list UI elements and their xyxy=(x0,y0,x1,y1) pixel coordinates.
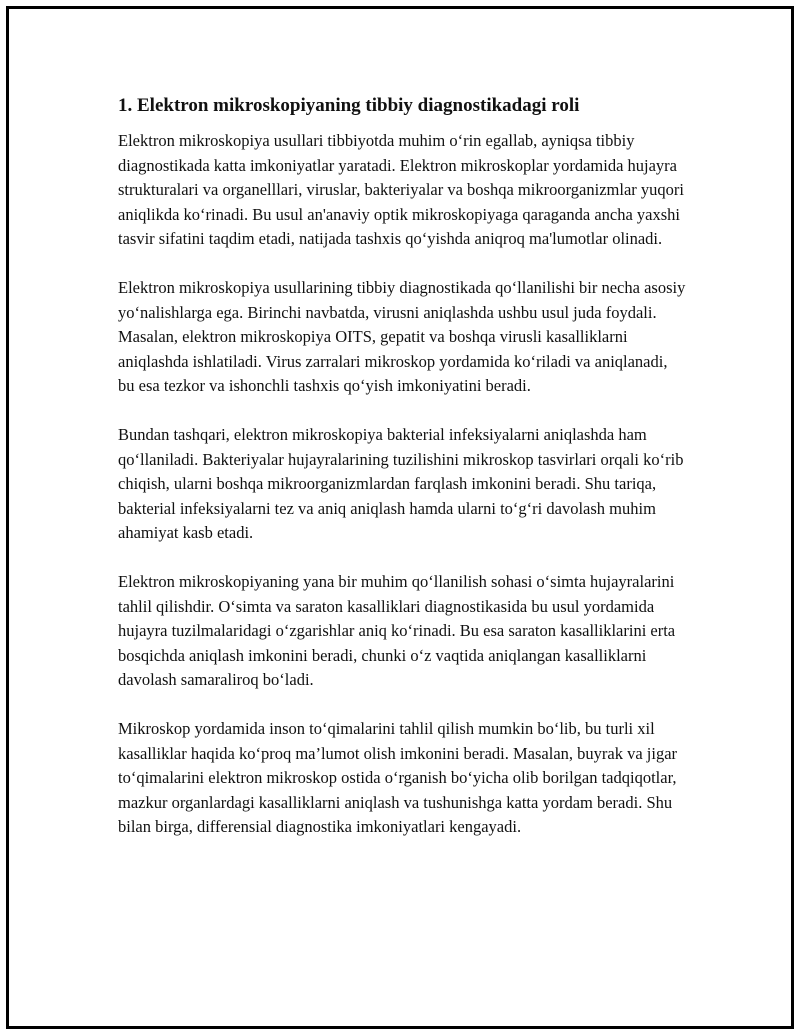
paragraph-1: Elektron mikroskopiya usullari tibbiyotda muhim o‘rin egallab, ayniqsa tibbiy diagnostikada katta imkoniyatlar yaratadi. Elektron mikroskoplar yordamida hujayra strukturalari va organelllari, viruslar, bakteriyalar va boshqa mikroorganizmlar yuqori aniqlikda ko‘rinadi. Bu usul an'anaviy optik mikroskopiyaga qaraganda ancha yaxshi tasvir sifatini taqdim etadi, natijada tashxis qo‘yishda aniqroq ma'lumotlar olinadi. xyxy=(118,131,684,248)
paragraph-5: Mikroskop yordamida inson to‘qimalarini tahlil qilish mumkin bo‘lib, bu turli xil kasalliklar haqida ko‘proq ma’lumot olish imkonini beradi. Masalan, buyrak va jigar to‘qimalarini elektron mikroskop ostida o‘rganish bo‘yicha olib borilgan tadqiqotlar, mazkur organlardagi kasalliklarni aniqlash va tushunishga katta yordam beradi. Shu bilan birga, differensial diagnostika imkoniyatlari kengayadi. xyxy=(118,719,678,836)
paragraph-3: Bundan tashqari, elektron mikroskopiya bakterial infeksiyalarni aniqlashda ham qo‘llaniladi. Bakteriyalar hujayralarining tuzilishini mikroskop tasvirlari orqali ko‘rib chiqish, ularni boshqa mikroorganizmlardan farqlash imkonini beradi. Shu tariqa, bakterial infeksiyalarni tez va aniq aniqlash hamda ularni to‘g‘ri davolash muhim ahamiyat kasb etadi. xyxy=(118,425,684,542)
paragraph-4: Elektron mikroskopiyaning yana bir muhim qo‘llanilish sohasi o‘simta hujayralarini tahlil qilishdir. O‘simta va saraton kasalliklari diagnostikasida bu usul yordamida hujayra tuzilmalaridagi o‘zgarishlar aniq ko‘rinadi. Bu esa saraton kasalliklarini erta bosqichda aniqlash imkonini beradi, chunki o‘z vaqtida aniqlangan kasalliklarni davolash samaraliroq bo‘ladi. xyxy=(118,572,676,689)
section-heading: 1. Elektron mikroskopiyaning tibbiy diagnostikadagi roli xyxy=(118,95,580,116)
document-body xyxy=(118,93,688,864)
paragraph-2: Elektron mikroskopiya usullarining tibbiy diagnostikada qo‘llanilishi bir necha asosiy yo‘nalishlarga ega. Birinchi navbatda, virusni aniqlashda ushbu usul juda foydali. Masalan, elektron mikroskopiya OITS, gepatit va boshqa virusli kasalliklarni aniqlashda ishlatiladi. Virus zarralari mikroskop yordamida ko‘riladi va aniqlanadi, bu esa tezkor va ishonchli tashxis qo‘yish imkoniyatini beradi. xyxy=(118,278,686,395)
